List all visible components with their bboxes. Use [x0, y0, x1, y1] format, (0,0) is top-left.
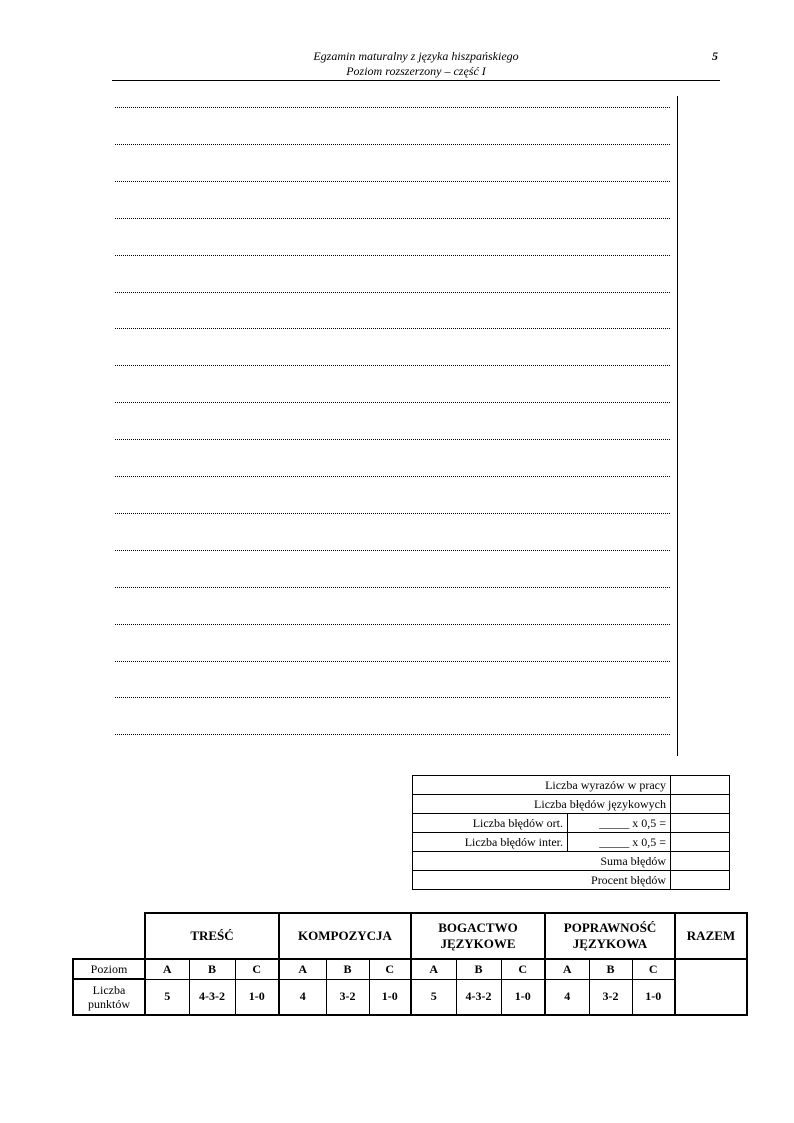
points-cell[interactable]: 4-3-2: [189, 979, 235, 1015]
writing-line[interactable]: [115, 513, 670, 514]
writing-line[interactable]: [115, 292, 670, 293]
writing-line[interactable]: [115, 255, 670, 256]
spelling-multiplier: _____ x 0,5 =: [568, 814, 671, 833]
points-cell[interactable]: 5: [145, 979, 189, 1015]
level-cell: B: [456, 959, 501, 979]
level-cell: C: [369, 959, 411, 979]
percent-errors-label: Procent błędów: [413, 871, 671, 890]
level-cell: C: [632, 959, 675, 979]
level-cell: C: [501, 959, 545, 979]
level-cell: A: [145, 959, 189, 979]
group-vocabulary: BOGACTWO JĘZYKOWE: [411, 913, 545, 959]
writing-line[interactable]: [115, 402, 670, 403]
margin-line: [677, 96, 678, 756]
writing-line[interactable]: [115, 550, 670, 551]
points-cell[interactable]: 5: [411, 979, 456, 1015]
criteria-table: [72, 912, 748, 1016]
group-total: RAZEM: [675, 913, 747, 959]
level-cell: C: [235, 959, 279, 979]
page-number: 5: [712, 49, 718, 63]
sum-errors-value[interactable]: [671, 852, 730, 871]
writing-line[interactable]: [115, 107, 670, 108]
writing-line[interactable]: [115, 661, 670, 662]
points-cell[interactable]: 1-0: [632, 979, 675, 1015]
word-count-label: Liczba wyrazów w pracy: [413, 776, 671, 795]
level-cell: B: [589, 959, 632, 979]
punctuation-multiplier: _____ x 0,5 =: [568, 833, 671, 852]
word-count-value[interactable]: [671, 776, 730, 795]
exam-title: Egzamin maturalny z języka hiszpańskiego: [313, 49, 519, 63]
language-errors-value[interactable]: [671, 795, 730, 814]
points-cell[interactable]: 3-2: [589, 979, 632, 1015]
sum-errors-label: Suma błędów: [413, 852, 671, 871]
level-cell: B: [189, 959, 235, 979]
writing-line[interactable]: [115, 587, 670, 588]
writing-line[interactable]: [115, 439, 670, 440]
total-score-cell[interactable]: [675, 959, 747, 1015]
points-cell[interactable]: 1-0: [235, 979, 279, 1015]
group-correctness: POPRAWNOŚĆ JĘZYKOWA: [545, 913, 675, 959]
writing-line[interactable]: [115, 218, 670, 219]
points-cell[interactable]: 4: [545, 979, 589, 1015]
spelling-errors-label: Liczba błędów ort.: [413, 814, 568, 833]
punctuation-errors-value[interactable]: [671, 833, 730, 852]
level-cell: A: [411, 959, 456, 979]
page-header: [112, 47, 720, 81]
punctuation-errors-label: Liczba błędów inter.: [413, 833, 568, 852]
points-cell[interactable]: 3-2: [326, 979, 369, 1015]
writing-line[interactable]: [115, 697, 670, 698]
level-cell: A: [545, 959, 589, 979]
points-cell[interactable]: 4: [279, 979, 326, 1015]
points-cell[interactable]: 1-0: [501, 979, 545, 1015]
writing-line[interactable]: [115, 328, 670, 329]
writing-area[interactable]: [115, 99, 670, 739]
writing-line[interactable]: [115, 624, 670, 625]
level-cell: A: [279, 959, 326, 979]
writing-line[interactable]: [115, 734, 670, 735]
points-cell[interactable]: 1-0: [369, 979, 411, 1015]
points-label: Liczba punktów: [73, 979, 145, 1015]
language-errors-label: Liczba błędów językowych: [413, 795, 671, 814]
writing-line[interactable]: [115, 144, 670, 145]
level-label: Poziom: [73, 959, 145, 979]
writing-line[interactable]: [115, 181, 670, 182]
score-table: [412, 775, 730, 890]
exam-level: Poziom rozszerzony – część I: [346, 64, 486, 78]
percent-errors-value[interactable]: [671, 871, 730, 890]
group-content: TREŚĆ: [145, 913, 279, 959]
writing-line[interactable]: [115, 476, 670, 477]
level-cell: B: [326, 959, 369, 979]
group-composition: KOMPOZYCJA: [279, 913, 411, 959]
spelling-errors-value[interactable]: [671, 814, 730, 833]
points-cell[interactable]: 4-3-2: [456, 979, 501, 1015]
writing-line[interactable]: [115, 365, 670, 366]
